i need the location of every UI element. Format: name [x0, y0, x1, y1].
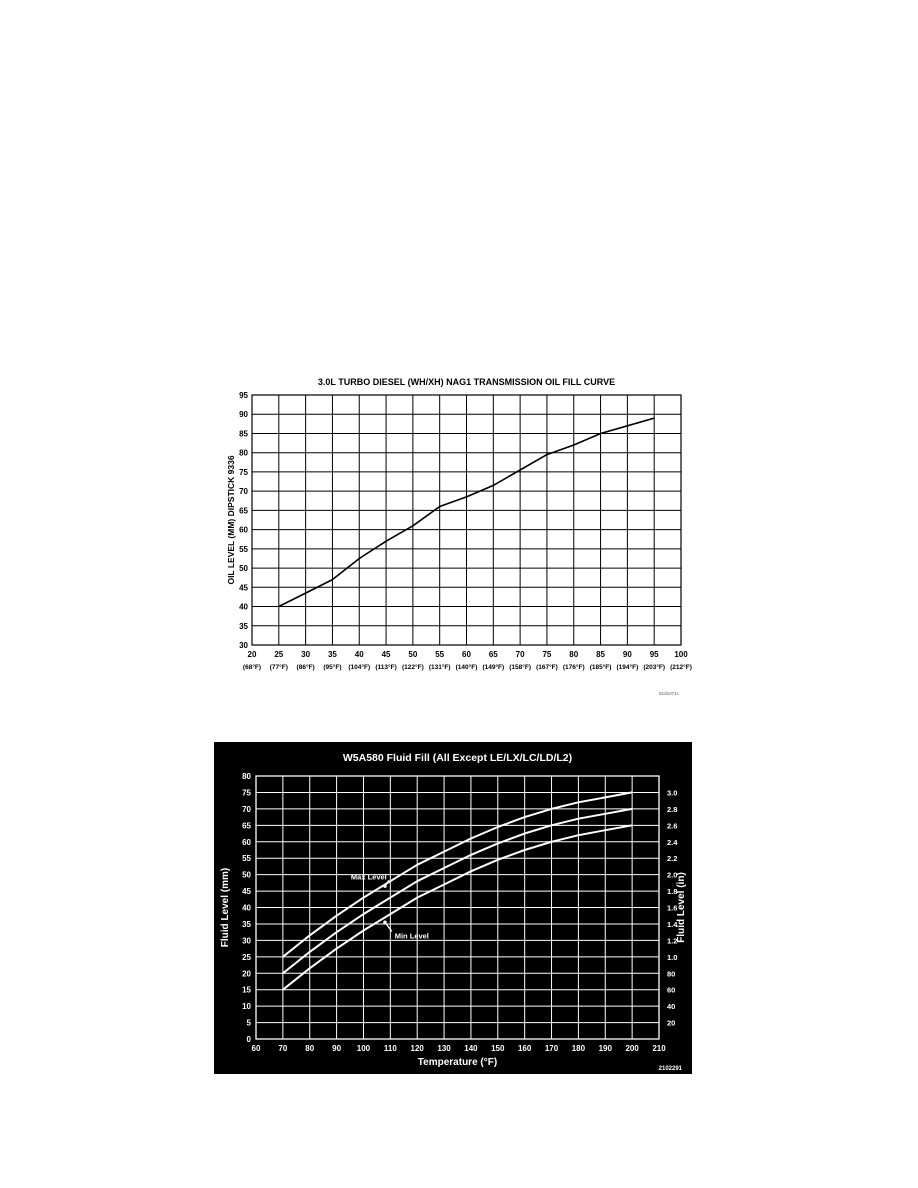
y-tick-label: 80	[239, 448, 248, 458]
x-tick-label: 45	[381, 650, 391, 659]
x-tick-label: 140	[464, 1044, 478, 1053]
y2-tick-label: 2.6	[667, 821, 678, 831]
annotation-arrowhead	[383, 920, 387, 924]
y-tick-label: 15	[242, 985, 251, 995]
annotation-arrowhead	[383, 884, 387, 888]
y-tick-label: 80	[242, 772, 251, 781]
x-tick-label: 80	[305, 1044, 315, 1053]
x-tick-sublabel: (122°F)	[402, 664, 424, 671]
y-tick-label: 55	[239, 544, 248, 554]
y-tick-label: 25	[242, 952, 251, 962]
y2-tick-label: 60	[667, 985, 676, 995]
chart-title: W5A580 Fluid Fill (All Except LE/LX/LC/LD/L2)	[342, 752, 573, 764]
y2-tick-label: 1.6	[667, 903, 678, 913]
y-axis-label: OIL LEVEL (MM) DIPSTICK 9336	[226, 455, 236, 585]
y2-tick-label: 1.8	[667, 887, 678, 897]
x-tick-label: 110	[383, 1044, 397, 1053]
x-tick-sublabel: (176°F)	[562, 664, 585, 671]
x-tick-label: 130	[437, 1044, 451, 1053]
x-tick-sublabel: (77°F)	[269, 664, 288, 671]
x-tick-label: 70	[515, 650, 525, 659]
x-tick-label: 200	[625, 1044, 639, 1053]
x-tick-label: 55	[435, 650, 445, 659]
x-tick-sublabel: (158°F)	[509, 664, 531, 671]
x-tick-label: 120	[410, 1044, 424, 1053]
y2-tick-label: 1.4	[667, 919, 678, 929]
y-tick-label: 40	[242, 903, 251, 913]
y2-tick-label: 2.2	[667, 854, 678, 864]
y-tick-label: 65	[239, 506, 248, 516]
y-tick-label: 70	[239, 487, 248, 497]
y2-tick-label: 1.2	[667, 936, 678, 946]
y-tick-label: 45	[242, 887, 251, 897]
y-tick-label: 75	[242, 788, 251, 798]
x-tick-label: 60	[251, 1044, 261, 1053]
x-tick-label: 90	[332, 1044, 342, 1053]
y2-tick-label: 2.0	[667, 870, 678, 880]
x-tick-label: 35	[327, 650, 337, 659]
x-tick-sublabel: (167°F)	[536, 664, 558, 671]
x-tick-label: 210	[652, 1044, 666, 1053]
x-tick-label: 150	[491, 1044, 505, 1053]
x-tick-sublabel: (140°F)	[455, 664, 478, 671]
x-tick-label: 160	[517, 1044, 532, 1053]
y2-axis-label: Fluid Level (in)	[676, 872, 687, 943]
y-tick-label: 50	[242, 870, 251, 880]
oil-fill-curve-chart	[222, 370, 702, 700]
x-tick-label: 60	[462, 650, 471, 659]
x-tick-sublabel: (185°F)	[589, 664, 612, 671]
y-tick-label: 5	[246, 1018, 251, 1028]
y2-tick-label: 40	[667, 1002, 676, 1012]
y-tick-label: 35	[242, 919, 251, 929]
x-tick-sublabel: (113°F)	[375, 664, 397, 671]
y-tick-label: 55	[242, 854, 251, 864]
chart-title: 3.0L TURBO DIESEL (WH/XH) NAG1 TRANSMISSION OIL FILL CURVE	[317, 377, 616, 387]
x-tick-label: 95	[649, 650, 659, 659]
x-tick-label: 70	[278, 1044, 288, 1053]
x-tick-label: 30	[301, 650, 311, 659]
y2-tick-label: 1.0	[667, 952, 678, 962]
x-tick-sublabel: (194°F)	[616, 664, 639, 671]
x-tick-label: 40	[354, 650, 364, 659]
y-tick-label: 50	[239, 564, 248, 574]
x-tick-sublabel: (86°F)	[296, 664, 315, 671]
y-tick-label: 65	[242, 821, 251, 831]
x-tick-label: 85	[596, 650, 606, 659]
x-tick-label: 75	[542, 650, 552, 659]
figure-id: 2102291	[658, 1066, 682, 1072]
y-tick-label: 95	[239, 391, 248, 400]
y-tick-label: 70	[242, 804, 251, 814]
y-axis-label: Fluid Level (mm)	[220, 867, 231, 948]
fluid-fill-chart	[214, 742, 692, 1074]
y-tick-label: 85	[239, 429, 248, 439]
y-tick-label: 30	[242, 936, 251, 946]
x-tick-sublabel: (68°F)	[242, 664, 262, 671]
x-tick-label: 100	[356, 1044, 371, 1053]
x-axis-label: Temperature (°F)	[417, 1057, 498, 1068]
x-tick-sublabel: (131°F)	[428, 664, 451, 671]
y-tick-label: 20	[242, 969, 251, 979]
x-tick-label: 25	[274, 650, 284, 659]
annotation-label: Min Level	[394, 931, 429, 941]
y-tick-label: 10	[242, 1002, 251, 1012]
y2-tick-label: 3.0	[667, 788, 678, 798]
x-tick-label: 100	[674, 650, 688, 659]
y-tick-label: 0	[246, 1035, 251, 1044]
x-tick-sublabel: (212°F)	[670, 664, 692, 671]
x-tick-sublabel: (203°F)	[643, 664, 666, 671]
x-tick-label: 180	[571, 1044, 586, 1053]
y2-tick-label: 80	[667, 969, 676, 979]
y-tick-label: 60	[239, 525, 248, 535]
x-tick-label: 90	[622, 650, 632, 659]
y-tick-label: 90	[239, 410, 248, 420]
y-tick-label: 30	[239, 641, 248, 650]
annotation-label: Max Level	[350, 872, 387, 882]
x-tick-label: 190	[598, 1044, 612, 1053]
x-tick-label: 170	[544, 1044, 559, 1053]
x-tick-label: 80	[569, 650, 579, 659]
y2-tick-label: 2.8	[667, 804, 678, 814]
y2-tick-label: 2.4	[667, 837, 678, 847]
x-tick-sublabel: (95°F)	[323, 664, 342, 671]
y-tick-label: 60	[242, 837, 251, 847]
figure-id: 81d1071c	[659, 691, 679, 696]
x-tick-label: 65	[488, 650, 498, 659]
x-tick-sublabel: (104°F)	[348, 664, 371, 671]
y-tick-label: 40	[239, 602, 248, 612]
y2-tick-label: 20	[667, 1018, 676, 1028]
x-tick-label: 50	[408, 650, 418, 659]
y-tick-label: 45	[239, 583, 248, 593]
x-tick-label: 20	[247, 650, 257, 659]
x-tick-sublabel: (149°F)	[482, 664, 505, 671]
y-tick-label: 35	[239, 621, 248, 631]
y-tick-label: 75	[239, 467, 248, 477]
